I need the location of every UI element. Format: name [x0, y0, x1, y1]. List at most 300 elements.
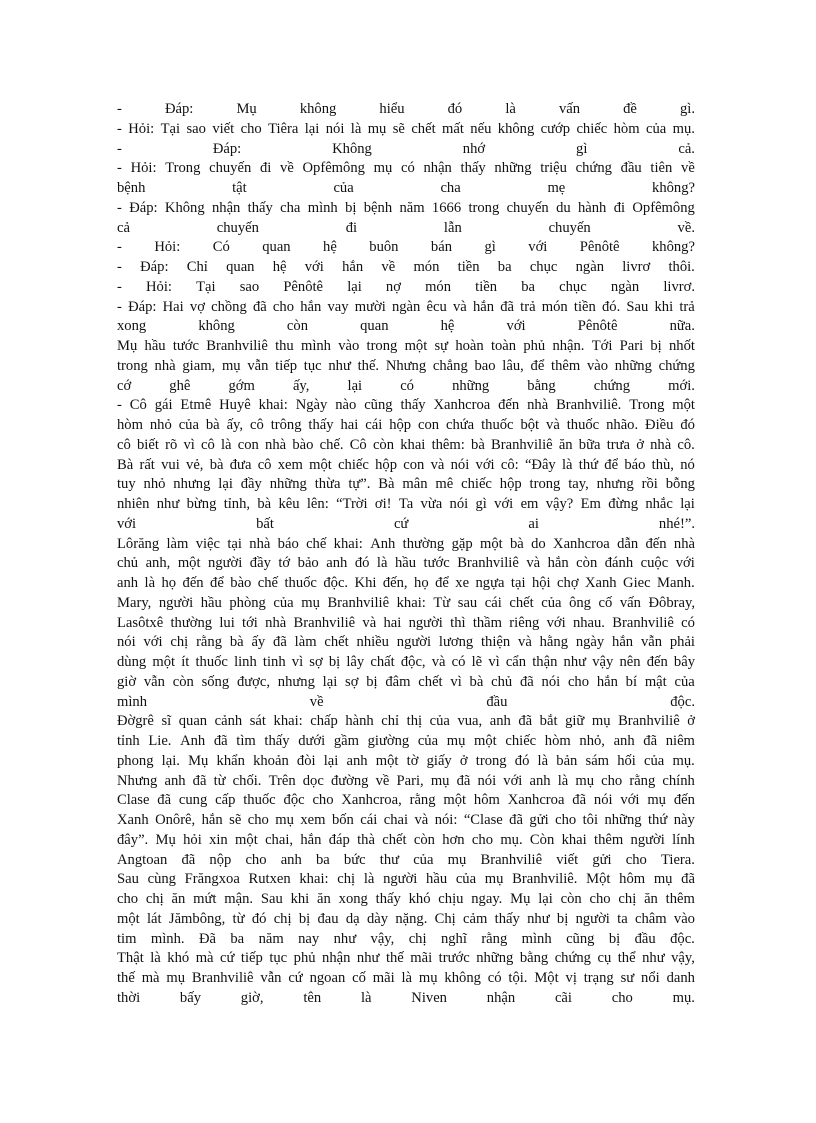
word: lên:	[306, 496, 329, 512]
word: tước	[423, 555, 450, 572]
word: chiếc	[338, 456, 369, 473]
word: nhà	[249, 535, 271, 552]
word: Branhviliê	[457, 555, 519, 572]
word: mình	[521, 930, 552, 947]
text-line	[117, 574, 695, 594]
word: Anh	[180, 733, 206, 749]
word: nhà	[265, 436, 287, 453]
word: gì	[576, 140, 588, 157]
word: trạng	[583, 970, 614, 986]
word: bà	[257, 496, 272, 512]
word: con	[237, 436, 259, 453]
word: nhưng	[173, 476, 211, 493]
word: buôn	[369, 239, 399, 256]
word: bấy	[179, 989, 201, 1006]
word: Sau	[117, 871, 139, 888]
word: nặng.	[395, 910, 428, 927]
word: không	[198, 318, 235, 335]
word: họ	[414, 575, 429, 591]
word: anh	[164, 772, 186, 789]
word: tiền	[475, 278, 498, 295]
word: đến	[646, 654, 668, 670]
word: của	[644, 752, 665, 769]
word: hắn	[612, 634, 634, 651]
word: Pari	[619, 338, 644, 354]
word: bào	[230, 575, 252, 591]
word: anh	[489, 713, 511, 730]
word: hôm	[473, 792, 500, 809]
word: trông	[270, 417, 302, 433]
word: do	[531, 535, 546, 552]
word: ngàn	[610, 278, 640, 295]
word: hòm	[117, 417, 143, 433]
word: lại	[680, 496, 695, 512]
word: -	[117, 199, 122, 216]
word: Sau	[260, 891, 283, 907]
word: mụ.	[672, 989, 695, 1006]
word: cho	[312, 792, 334, 809]
word: bằng	[527, 377, 556, 394]
word: lại	[347, 278, 362, 295]
word: tinh	[262, 654, 286, 670]
word: Xanhcroa	[433, 397, 491, 414]
word: nhận.	[552, 338, 585, 354]
word: lại	[538, 891, 553, 907]
word: vậy,	[671, 950, 695, 967]
word: sĩ	[161, 713, 172, 730]
word: đã	[519, 673, 534, 690]
text-line	[117, 949, 695, 969]
word: xong	[117, 318, 147, 335]
word: chị	[170, 634, 189, 651]
word: ta	[617, 910, 628, 927]
word: một	[672, 397, 695, 414]
word: một	[375, 752, 399, 769]
word: Mụ	[236, 101, 257, 117]
word: bị	[556, 910, 569, 927]
word: hội	[531, 575, 551, 591]
word: nợ	[385, 278, 401, 295]
word: chị	[273, 910, 292, 927]
word: lát	[147, 910, 162, 927]
word: Tại	[196, 278, 216, 295]
word: bà	[209, 456, 224, 473]
word: vào	[338, 338, 360, 354]
word: chứng	[658, 357, 695, 374]
word: chết	[324, 634, 349, 651]
word: đến	[182, 575, 204, 591]
word: khó	[408, 891, 431, 907]
word: còn	[413, 831, 435, 848]
word: bà	[205, 417, 220, 433]
word: một	[177, 555, 201, 572]
word: Pari,	[396, 772, 424, 789]
word: tiên	[650, 160, 673, 177]
word: để	[604, 456, 619, 473]
word: đã	[643, 733, 658, 749]
word: ở	[687, 713, 695, 730]
word: chính	[662, 772, 695, 789]
word: chấp	[310, 713, 338, 730]
word: anh	[280, 851, 302, 868]
word: anh	[346, 752, 368, 769]
word: khai:	[273, 713, 303, 730]
word: tỉnh,	[223, 496, 251, 512]
word: nhiều	[356, 634, 389, 651]
word: hắn	[300, 831, 322, 848]
word: ít	[181, 654, 190, 670]
word: hầu	[426, 871, 448, 888]
text-line	[117, 712, 695, 732]
word: Không	[164, 199, 205, 216]
word: nay	[298, 930, 320, 947]
text-line	[117, 890, 695, 910]
word: Cô	[129, 397, 147, 414]
word: bà	[471, 436, 485, 453]
word: mụ	[575, 772, 595, 789]
word: chuyến	[506, 199, 549, 216]
word: có	[451, 654, 466, 670]
text-line	[117, 831, 695, 851]
word: đã	[181, 851, 196, 868]
word: cho	[117, 891, 139, 907]
word: lại.	[161, 752, 180, 769]
word: cho	[589, 891, 611, 907]
word: bao	[474, 357, 496, 374]
word: giấy	[426, 752, 452, 769]
word: nổi	[641, 970, 660, 986]
word: Rutxen	[248, 871, 291, 888]
word: đầy	[240, 476, 262, 493]
word: anh	[117, 575, 139, 591]
word: tự”.	[348, 476, 371, 493]
word: gửi	[592, 851, 612, 868]
word: hắn	[596, 673, 618, 690]
word: cho	[247, 812, 269, 828]
word: đã	[213, 733, 228, 749]
word: cãi	[554, 989, 572, 1006]
word: triệu	[540, 160, 567, 177]
word: Chị	[434, 910, 456, 927]
word: bột	[520, 417, 540, 433]
word: Mụ	[188, 752, 209, 769]
text-line	[117, 317, 695, 337]
word: tật	[232, 180, 247, 196]
word: nộp	[209, 851, 232, 868]
word: hơn	[442, 831, 465, 848]
word: đầu	[620, 160, 642, 177]
text-line	[117, 851, 695, 871]
word: thận	[532, 654, 558, 670]
word: Đã	[198, 930, 216, 947]
word: bà	[229, 634, 244, 651]
word: tỉnh	[117, 733, 140, 749]
word: ngày	[575, 634, 605, 651]
word: Đôbray,	[648, 594, 695, 611]
word: năm	[399, 199, 425, 216]
word: Branhviliê	[618, 713, 680, 730]
word: viết	[212, 120, 235, 137]
word: đã	[500, 298, 514, 315]
word: thế	[117, 970, 135, 986]
word: dạ	[345, 910, 360, 927]
word: khi	[290, 891, 310, 907]
word: thì	[450, 614, 466, 631]
word: con	[418, 417, 440, 433]
word: ai	[528, 515, 539, 532]
word: bữa	[578, 436, 601, 453]
word: con	[403, 456, 425, 473]
word: nói	[450, 456, 470, 473]
word: biết	[136, 436, 159, 453]
word: tục	[303, 357, 322, 374]
word: “Clase	[463, 812, 503, 828]
word: cô	[257, 456, 272, 473]
word: bảo	[297, 555, 319, 572]
word: tiền	[573, 298, 596, 315]
word: mới.	[668, 377, 695, 394]
word: nói	[477, 772, 497, 789]
word: cho	[471, 831, 493, 848]
word: mụ	[373, 160, 393, 177]
word: chuyến	[209, 160, 252, 177]
word: chị	[408, 930, 427, 947]
word: Chỉ	[186, 259, 208, 275]
word: một	[404, 338, 428, 354]
word: Một	[586, 871, 611, 888]
word: của	[541, 594, 562, 611]
word: đã	[192, 772, 207, 789]
text-line	[117, 219, 695, 239]
word: livrơ	[622, 259, 651, 275]
word: khai	[400, 436, 426, 453]
word: cụ	[597, 950, 612, 967]
text-line	[117, 337, 695, 357]
word: mụ	[301, 594, 320, 611]
word: chứng	[575, 160, 612, 177]
word: cha	[280, 199, 301, 216]
text-line	[117, 416, 695, 436]
word: nói	[593, 792, 613, 809]
word: Bà	[117, 456, 134, 473]
word: hắn	[201, 812, 223, 828]
word: nhà	[527, 397, 549, 414]
text-line	[117, 633, 695, 653]
word: Branhviliê	[191, 970, 254, 986]
text-line	[117, 377, 695, 397]
word: có	[400, 160, 415, 177]
word: hắn	[472, 298, 495, 315]
word: nếu	[470, 120, 492, 137]
word: Em	[580, 496, 601, 512]
word: Ngày	[295, 397, 328, 414]
text-line	[117, 614, 695, 634]
word: của	[429, 713, 450, 730]
word: báo	[277, 535, 299, 552]
word: giờ	[117, 673, 137, 690]
word: người	[408, 614, 443, 631]
word: tiếp	[275, 357, 298, 374]
word: mụ	[647, 792, 666, 809]
word: hiểu	[379, 101, 405, 117]
word: Nhưng	[385, 357, 427, 374]
word: sợ	[309, 654, 323, 670]
word: về	[681, 160, 695, 177]
word: đi	[613, 199, 626, 216]
word: thường	[402, 535, 445, 552]
word: ở	[459, 752, 468, 769]
text-line	[117, 791, 695, 811]
word: hắn	[300, 298, 322, 315]
word: nói	[117, 634, 136, 651]
word: vào	[586, 357, 609, 374]
word: việc	[195, 535, 221, 552]
word: bị	[650, 338, 662, 354]
word: không?	[651, 239, 695, 256]
word: hối	[617, 752, 636, 769]
word: không	[299, 101, 337, 117]
word: đó	[680, 417, 695, 433]
word: bào	[292, 436, 314, 453]
word: đã	[157, 792, 172, 809]
word: vừa	[420, 496, 443, 512]
word: mụ	[484, 871, 504, 888]
word: quan	[360, 318, 389, 335]
word: người	[383, 871, 418, 888]
word: độc.	[323, 575, 349, 591]
word: ngàn	[391, 298, 421, 315]
word: anh,	[145, 555, 171, 572]
word: cho	[611, 989, 633, 1006]
word: khai:	[299, 871, 329, 888]
word: hai	[383, 614, 402, 631]
word: riêng	[509, 614, 540, 631]
word: mười	[354, 298, 386, 315]
word: cho	[601, 772, 623, 789]
word: rất	[139, 456, 155, 473]
word: thiện	[481, 634, 511, 651]
word: trong	[529, 476, 561, 493]
word: trong	[366, 338, 398, 354]
word: đừng	[608, 496, 638, 512]
word: Xanh	[584, 575, 617, 591]
word: đáp	[328, 831, 350, 848]
word: Onôrê,	[155, 812, 196, 828]
word: ấy	[251, 634, 266, 651]
word: niêm	[665, 733, 695, 749]
word: thứ	[648, 812, 668, 828]
word: đã	[518, 713, 533, 730]
word: Mụ	[155, 831, 176, 848]
word: xe	[455, 575, 470, 591]
word: là	[350, 120, 362, 137]
word: rồi	[641, 476, 658, 493]
word: của	[273, 594, 294, 611]
word: Lôrăng	[117, 535, 160, 552]
word: hỏi	[183, 831, 202, 848]
word: món	[425, 278, 452, 295]
word: phủ	[293, 950, 316, 967]
word: Lie.	[148, 733, 172, 749]
word: vấn	[619, 594, 641, 611]
word: cô:	[500, 456, 519, 473]
word: là	[401, 970, 413, 986]
text-line	[117, 653, 695, 673]
word: cho	[625, 851, 647, 868]
word: thấy	[264, 733, 290, 749]
word: chiếc	[461, 476, 492, 493]
word: năm	[258, 930, 284, 947]
word: thế.	[357, 357, 380, 374]
word: Bà	[378, 476, 395, 493]
word: nói:	[434, 812, 458, 828]
word: Xanhcroa,	[341, 792, 402, 809]
word: nó	[680, 456, 695, 473]
word: để	[530, 357, 545, 374]
word: chai	[383, 812, 409, 828]
word: lui	[219, 614, 235, 631]
word: hệ	[272, 259, 287, 275]
text-line	[117, 594, 695, 614]
word: mụ	[221, 357, 241, 374]
word: đã	[509, 812, 523, 828]
word: thấy	[460, 160, 486, 177]
text-line	[117, 910, 695, 930]
word: ơi!	[374, 496, 392, 512]
word: mất	[442, 120, 464, 137]
word: lại	[304, 120, 320, 137]
word: -	[117, 101, 122, 117]
word: những	[476, 950, 514, 967]
word: Sau	[626, 298, 649, 315]
text-line	[117, 930, 695, 950]
word: người	[208, 555, 243, 572]
word: lẫn	[443, 219, 462, 236]
word: còn	[560, 891, 582, 907]
text-line	[117, 199, 695, 219]
word: lại	[218, 476, 233, 493]
word: Mụ	[117, 338, 138, 354]
word: với	[143, 634, 163, 651]
word: như	[527, 910, 550, 927]
word: còn	[372, 436, 395, 453]
word: nhỏ	[143, 476, 166, 493]
word: cô	[117, 436, 131, 453]
word: khai:	[333, 535, 363, 552]
word: chối.	[232, 772, 262, 789]
word: một	[152, 654, 176, 670]
word: làm	[166, 535, 189, 552]
word: trả	[679, 298, 695, 315]
word: những	[269, 476, 307, 493]
word: sự	[434, 338, 449, 354]
word: với	[494, 496, 514, 512]
word: của	[333, 180, 354, 196]
word: hắn	[547, 555, 569, 572]
word: đầu	[486, 693, 508, 710]
word: độc,	[400, 654, 426, 670]
word: Mụ	[510, 891, 531, 907]
word: khoản	[253, 752, 289, 769]
word: Đáp:	[140, 259, 169, 275]
word: kêu	[278, 496, 300, 512]
word: tìm	[236, 733, 256, 749]
word: và	[430, 456, 445, 473]
word: chết	[411, 120, 436, 137]
word: thấy	[308, 417, 334, 433]
word: chết	[382, 831, 407, 848]
word: chị	[145, 891, 164, 907]
